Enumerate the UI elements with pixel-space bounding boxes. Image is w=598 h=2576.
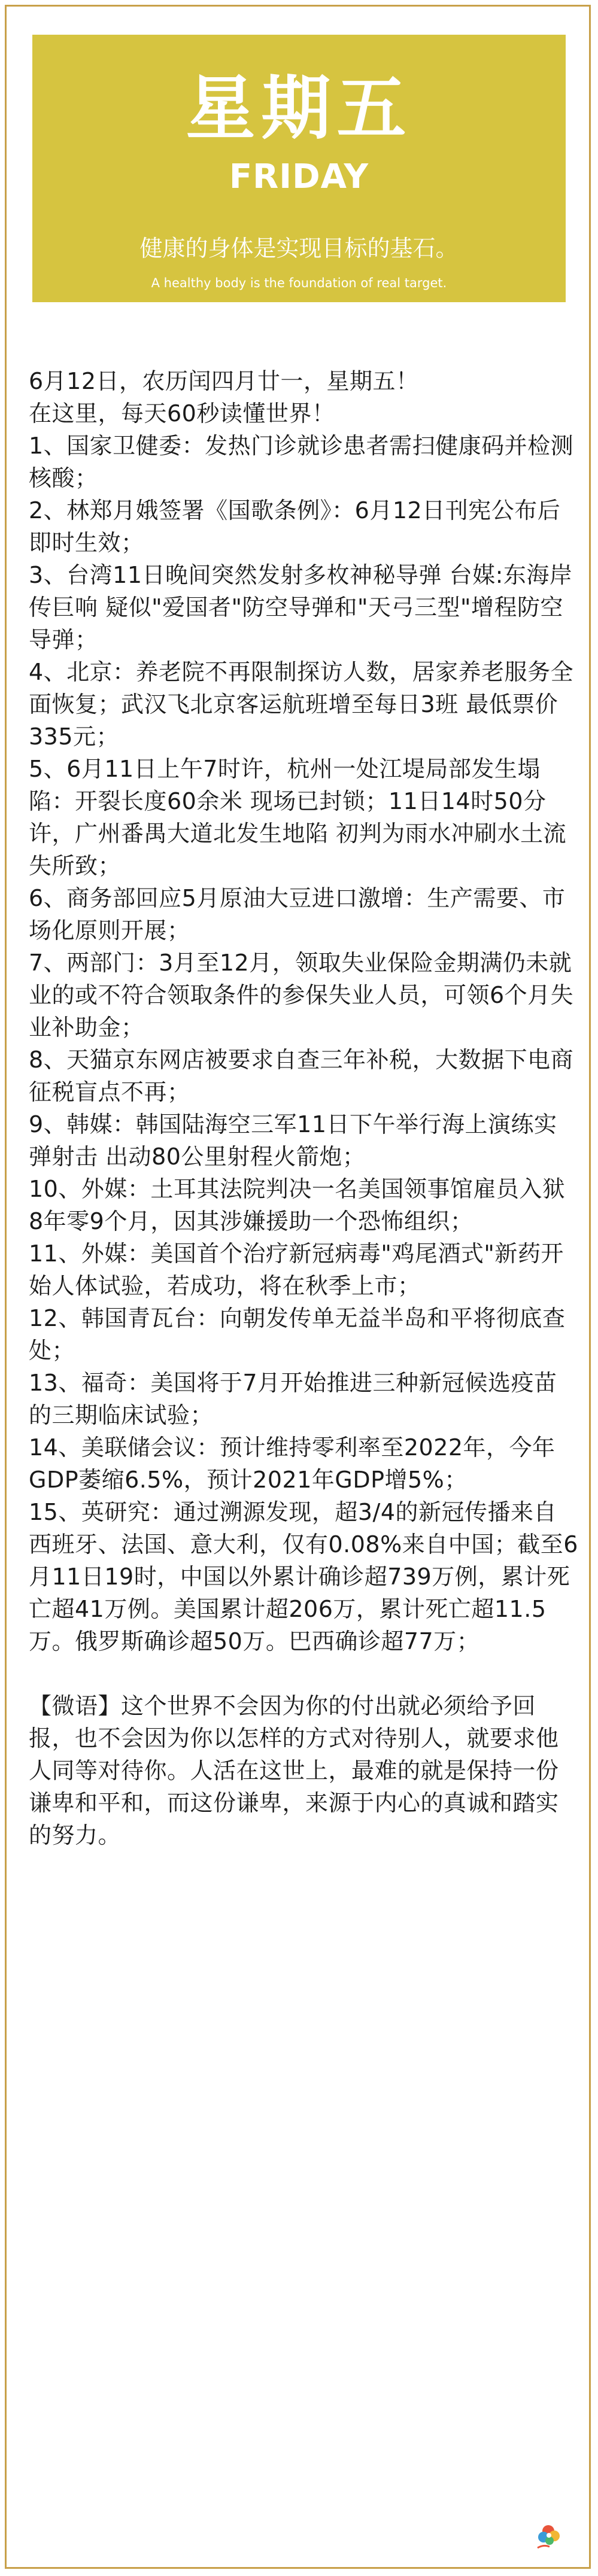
news-item: 5、6月11日上午7时许，杭州一处江堤局部发生塌陷：开裂长度60余米 现场已封锁；11日14时50分许，广州番禺大道北发生地陷 初判为雨水冲刷水土流失所致； [29, 756, 567, 879]
banner-quote-english: A healthy body is the foundation of real target. [151, 276, 447, 290]
article-body [29, 365, 579, 1851]
pinwheel-logo-icon [532, 2518, 565, 2551]
news-item: 6、商务部回应5月原油大豆进口激增：生产需要、市场化原则开展； [29, 885, 566, 944]
section-gap [29, 1657, 579, 1690]
news-item: 4、北京：养老院不再限制探访人数，居家养老服务全面恢复；武汉飞北京客运航班增至每日3班 最低票价335元； [29, 659, 574, 750]
news-item: 8、天猫京东网店被要求自查三年补税，大数据下电商征税盲点不再； [29, 1047, 574, 1105]
weiyu-quote: 【微语】这个世界不会因为你的付出就必须给予回报，也不会因为你以怎样的方式对待别人，就要求他人同等对待你。人活在这世上，最难的就是保持一份谦卑和平和，而这份谦卑，来源于内心的真诚和踏实的努力。 [29, 1693, 559, 1848]
banner-subtitle: FRIDAY [229, 157, 369, 196]
intro-tagline: 在这里，每天60秒读懂世界！ [29, 400, 335, 427]
header-banner [32, 35, 566, 302]
news-list [29, 430, 579, 1657]
intro-date-line: 6月12日，农历闰四月廿一，星期五！ [29, 368, 419, 394]
news-item: 9、韩媒：韩国陆海空三军11日下午举行海上演练实弹射击 出动80公里射程火箭炮； [29, 1111, 557, 1170]
news-item: 7、两部门：3月至12月，领取失业保险金期满仍未就业的或不符合领取条件的参保失业人员，可领6个月失业补助金； [29, 950, 574, 1041]
news-item: 14、美联储会议：预计维持零利率至2022年，今年GDP萎缩6.5%，预计2021年GDP增5%； [29, 1434, 555, 1493]
news-item: 13、福奇：美国将于7月开始推进三种新冠候选疫苗的三期临床试验； [29, 1370, 557, 1428]
news-item: 3、台湾11日晚间突然发射多枚神秘导弹 台媒:东海岸传巨响 疑似"爱国者"防空导弹和"天弓三型"增程防空导弹； [29, 562, 573, 653]
banner-quote: 健康的身体是实现目标的基石。 [139, 235, 459, 261]
banner-title: 星期五 [186, 68, 412, 149]
news-item: 1、国家卫健委：发热门诊就诊患者需扫健康码并检测核酸； [29, 433, 574, 491]
news-item: 11、外媒：美国首个治疗新冠病毒"鸡尾酒式"新药开始人体试验，若成功，将在秋季上市； [29, 1240, 564, 1299]
news-item: 12、韩国青瓦台：向朝发传单无益半岛和平将彻底查处； [29, 1305, 566, 1364]
news-item: 2、林郑月娥签署《国歌条例》：6月12日刊宪公布后即时生效； [29, 497, 561, 556]
news-item: 10、外媒：土耳其法院判决一名美国领事馆雇员入狱8年零9个月，因其涉嫌援助一个恐怖组织； [29, 1176, 566, 1234]
news-item: 15、英研究：通过溯源发现，超3/4的新冠传播来自西班牙、法国、意大利，仅有0.08%来自中国；截至6月11日19时，中国以外累计确诊超739万例，累计死亡超41万例。美国累计超206万，累计死亡超11.5万。俄罗斯确诊超50万。巴西确诊超77万； [29, 1499, 578, 1655]
